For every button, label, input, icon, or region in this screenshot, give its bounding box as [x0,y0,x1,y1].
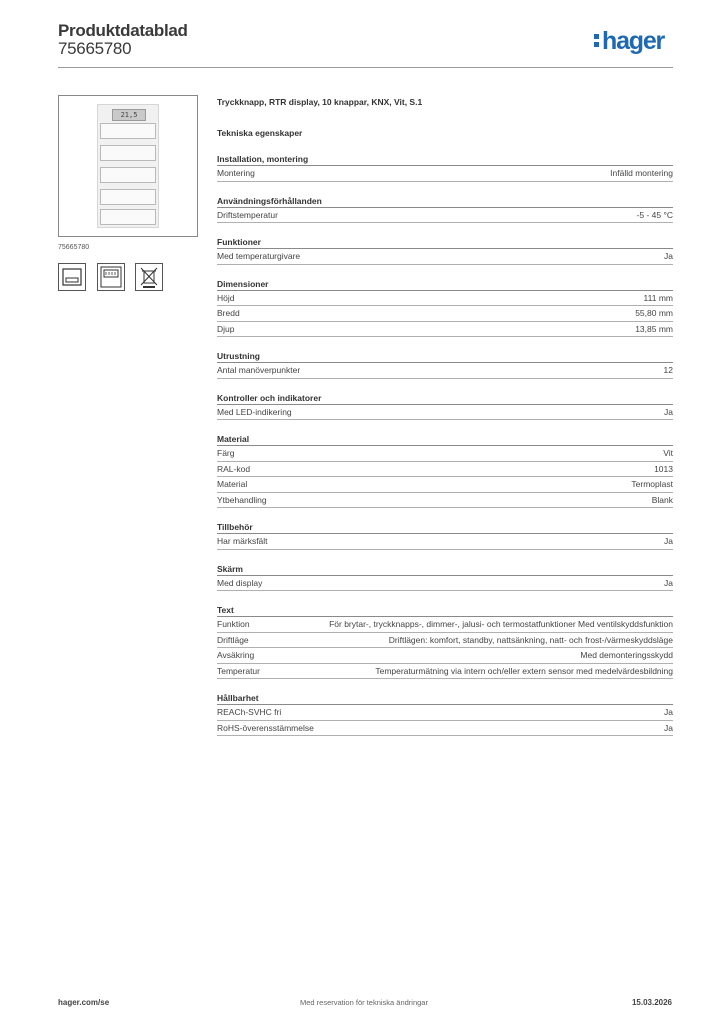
spec-value: 111 mm [643,292,673,303]
hager-logo[interactable] [594,27,664,55]
spec-section [217,236,673,265]
spec-key: Ytbehandling [217,494,267,505]
product-title: Tryckknapp, RTR display, 10 knappar, KNX, Vit, S.1 [217,97,423,107]
spec-key: RAL-kod [217,463,251,474]
doc-title: Produktdatablad [58,21,188,40]
spec-key: Avsäkring [217,650,255,660]
spec-key: Montering [217,168,255,178]
spec-row [217,664,673,680]
spec-value: Blank [651,494,673,505]
spec-heading: Tekniska egenskaper [217,128,303,138]
spec-value: Termoplast [631,479,673,489]
spec-value: Ja [664,406,673,417]
display-mount-icon [58,263,86,291]
spec-key: Antal manöverpunkter [217,365,301,375]
spec-key: Temperatur [217,665,260,676]
section-title: Installation, montering [217,153,673,166]
spec-section [217,604,673,679]
spec-row [217,721,673,737]
footer-disclaimer: Med reservation för tekniska ändringar [300,998,428,1007]
spec-key: REACh-SVHC fri [217,707,282,717]
device-key [100,189,156,205]
spec-row [217,322,673,338]
spec-row [217,648,673,664]
footer-date: 15.03.2026 [631,998,672,1007]
doc-number: 75665780 [58,39,132,58]
spec-value: Ja [664,577,673,588]
spec-row [217,477,673,493]
product-reference: 75665780 [58,244,90,251]
spec-key: Driftläge [217,634,249,645]
spec-value: 55,80 mm [635,308,673,318]
spec-row [217,446,673,462]
spec-key: Har märksfält [217,536,268,546]
spec-row [217,534,673,550]
device-key [100,145,156,161]
spec-section [217,433,673,508]
device-key [100,209,156,225]
spec-row [217,166,673,182]
spec-key: Med display [217,577,263,588]
spec-row [217,306,673,322]
spec-value: 1013 [654,463,673,474]
spec-section [217,195,673,224]
logo-text: hager [602,27,665,55]
spec-value: Driftlägen: komfort, standby, nattsänkning, natt- och frost-/värmeskyddsläge [388,634,673,645]
spec-key: RoHS-överensstämmelse [217,722,314,733]
footer-website-link[interactable]: hager.com/se [58,998,110,1007]
section-title: Hållbarhet [217,692,673,705]
header-divider [58,67,673,68]
spec-section [217,521,673,550]
section-title: Skärm [217,563,673,576]
spec-row [217,493,673,509]
section-title: Kontroller och indikatorer [217,392,673,405]
spec-section [217,278,673,338]
section-title: Utrustning [217,350,673,363]
device-key [100,123,156,139]
logo-colon-icon [594,33,599,48]
spec-value: Ja [664,536,673,546]
spec-row [217,208,673,224]
spec-value: 12 [663,365,673,375]
spec-key: Höjd [217,292,235,303]
spec-value: Vit [663,448,673,458]
spec-panel [217,96,673,736]
spec-value: Ja [664,707,673,717]
spec-row [217,705,673,721]
spec-value: Ja [664,251,673,261]
spec-section [217,563,673,592]
spec-key: Färg [217,448,235,458]
spec-key: Med LED-indikering [217,406,292,417]
section-title: Dimensioner [217,278,673,291]
spec-row [217,363,673,379]
spec-row [217,249,673,265]
section-title: Material [217,433,673,446]
device-key [100,167,156,183]
spec-key: Funktion [217,619,250,629]
section-title: Tillbehör [217,521,673,534]
spec-value: Med demonteringsskydd [580,650,673,660]
spec-value: Temperaturmätning via intern och/eller extern sensor med medelvärdesbildning [375,665,673,676]
spec-row [217,405,673,421]
spec-row [217,291,673,307]
spec-row [217,617,673,633]
spec-value: För brytar-, tryckknapps-, dimmer-, jalusi- och termostatfunktioner Med ventilskyddsfunktion [329,619,673,629]
section-title: Funktioner [217,236,673,249]
spec-section [217,692,673,736]
spec-key: Djup [217,323,235,334]
section-title: Text [217,604,673,617]
product-image [58,95,198,237]
spec-value: Infälld montering [610,168,673,178]
push-button-device [97,104,159,228]
spec-section [217,153,673,182]
spec-key: Material [217,479,248,489]
weee-bin-icon [135,263,163,291]
spec-value: 13,85 mm [635,323,673,334]
spec-section [217,350,673,379]
device-display: 21,5 [112,109,146,121]
spec-section [217,392,673,421]
spec-key: Driftstemperatur [217,209,278,220]
spec-key: Bredd [217,308,240,318]
spec-row [217,462,673,478]
section-title: Användningsförhållanden [217,195,673,208]
spec-value: -5 - 45 °C [636,209,673,220]
spec-row [217,576,673,592]
spec-row [217,633,673,649]
spec-value: Ja [664,722,673,733]
thermostat-display-icon [97,263,125,291]
spec-key: Med temperaturgivare [217,251,301,261]
